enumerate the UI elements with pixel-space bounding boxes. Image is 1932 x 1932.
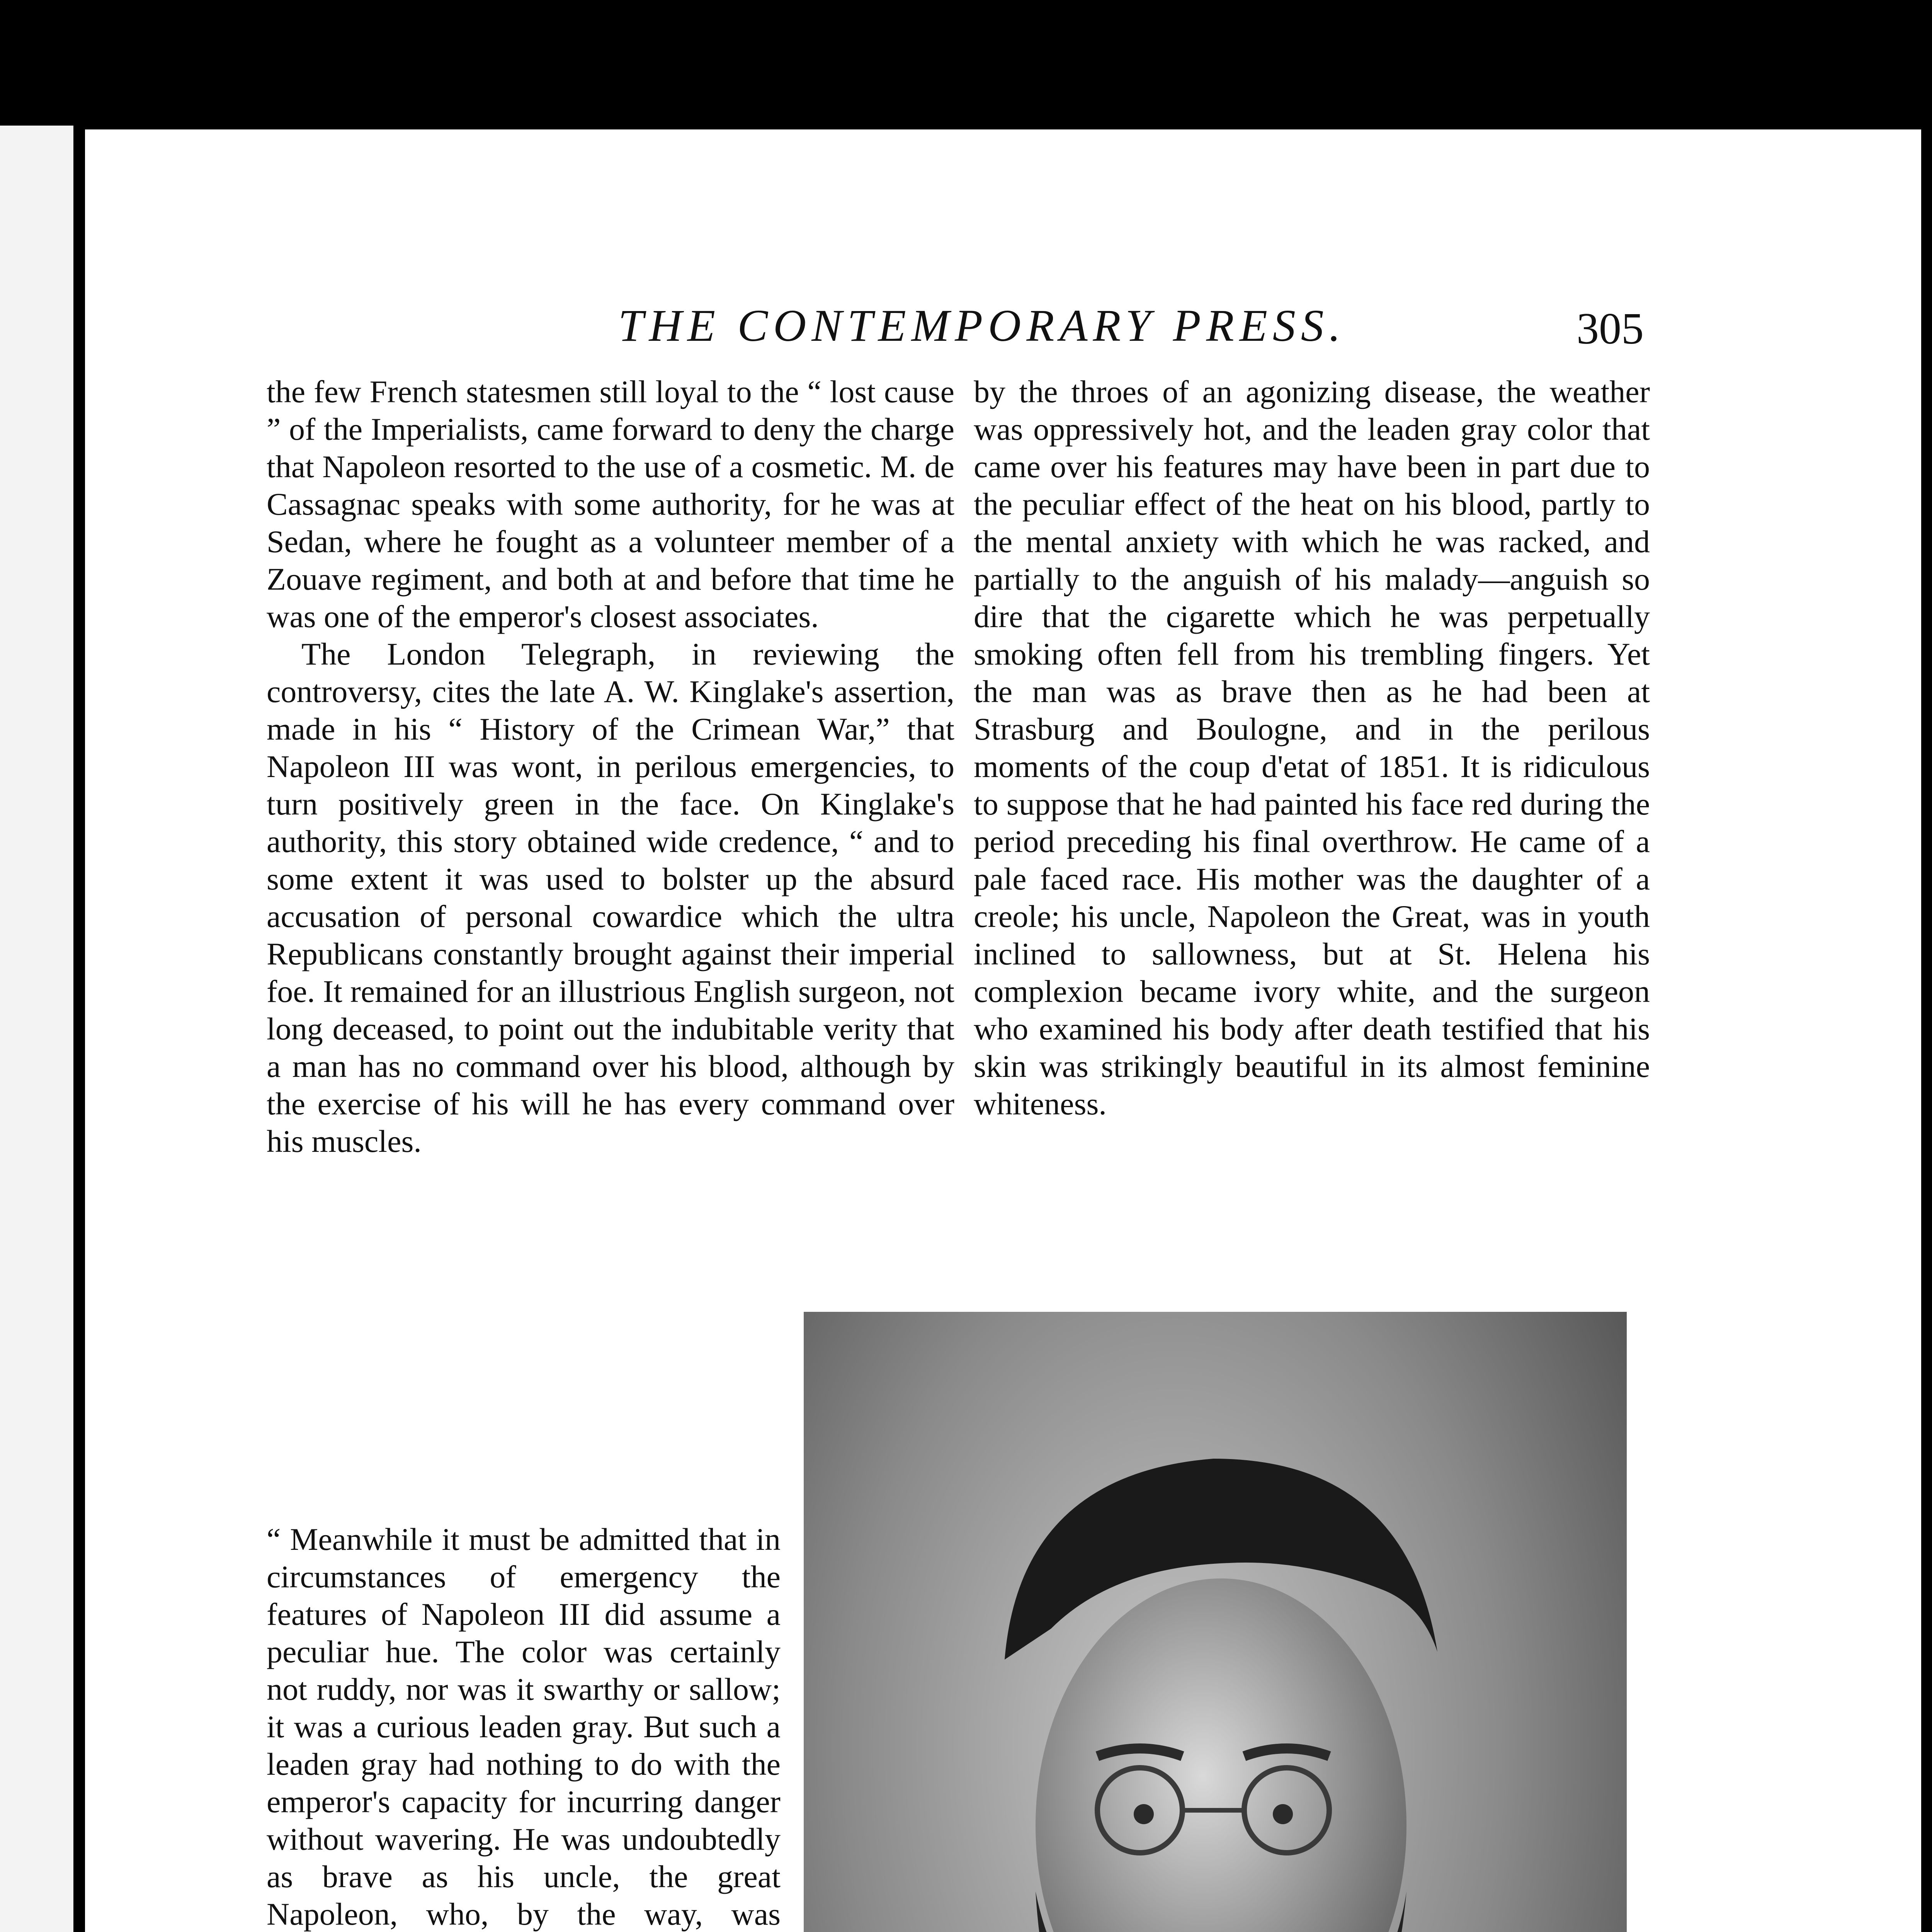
left-column: [267, 373, 954, 1160]
right-column: [974, 373, 1650, 1122]
running-title: THE CONTEMPORARY PRESS.: [618, 300, 1346, 351]
facing-page-edge: [0, 126, 73, 1932]
page-number: 305: [1577, 304, 1644, 354]
paragraph: “ Meanwhile it must be admitted that in circumstances of emergency the features of Napoleon III did assume a peculiar hue. The color was certainly not ruddy, nor was it swarthy or sallow; it was a curious leaden gray. But such a leaden gray had nothing to do with the emperor's capacity for incurring danger without wavering. He was undoubtedly as brave as his uncle, the great Napoleon, who, by the way, was: [267, 1522, 781, 1932]
portrait-illustration: [804, 1312, 1627, 1932]
book-page: [85, 129, 1921, 1932]
portrait-photograph: [804, 1312, 1627, 1932]
narrow-column: [267, 1520, 781, 1932]
page-header: [85, 299, 1921, 361]
paragraph: the few French statesmen still loyal to the “ lost cause ” of the Imperialists, came forward to deny the charge that Napoleon resorted to the use of a cosmetic. M. de Cassagnac speaks with some authority, for he was at Sedan, where he fought as a volunteer member of a Zouave regiment, and both at and before that time he was one of the emperor's closest associates.: [267, 374, 954, 634]
paragraph: by the throes of an agonizing disease, the weather was oppressively hot, and the leaden gray color that came over his features may have been in part due to the peculiar effect of the heat on his blood, partly to the mental anxiety with which he was racked, and partially to the anguish of his malady—anguish so dire that the cigarette which he was perpetually smoking often fell from his trembling fingers. Yet the man was as brave then as he had been at Strasburg and Boulogne, and in the perilous moments of the coup d'etat of 1851. It is ridiculous to suppose that he had painted his face red during the period preceding his final overthrow. He came of a pale faced race. His mother was the daughter of a creole; his uncle, Napoleon the Great, was in youth inclined to sallowness, but at St. Helena his complexion became ivory white, and the surgeon who examined his body after death testified that his skin was strikingly beautiful in its almost feminine whiteness.: [974, 374, 1650, 1121]
paragraph: The London Telegraph, in reviewing the controversy, cites the late A. W. Kinglake's assertion, made in his “ History of the Crimean War,” that Napoleon III was wont, in perilous emergencies, to turn positively green in the face. On Kinglake's authority, this story obtained wide credence, “ and to some extent it was used to bolster up the absurd accusation of personal cowardice which the ultra Republicans constantly brought against their imperial foe. It remained for an illustrious English surgeon, not long deceased, to point out the indubitable verity that a man has no command over his blood, although by the exercise of his will he has every command over his muscles.: [267, 636, 954, 1159]
